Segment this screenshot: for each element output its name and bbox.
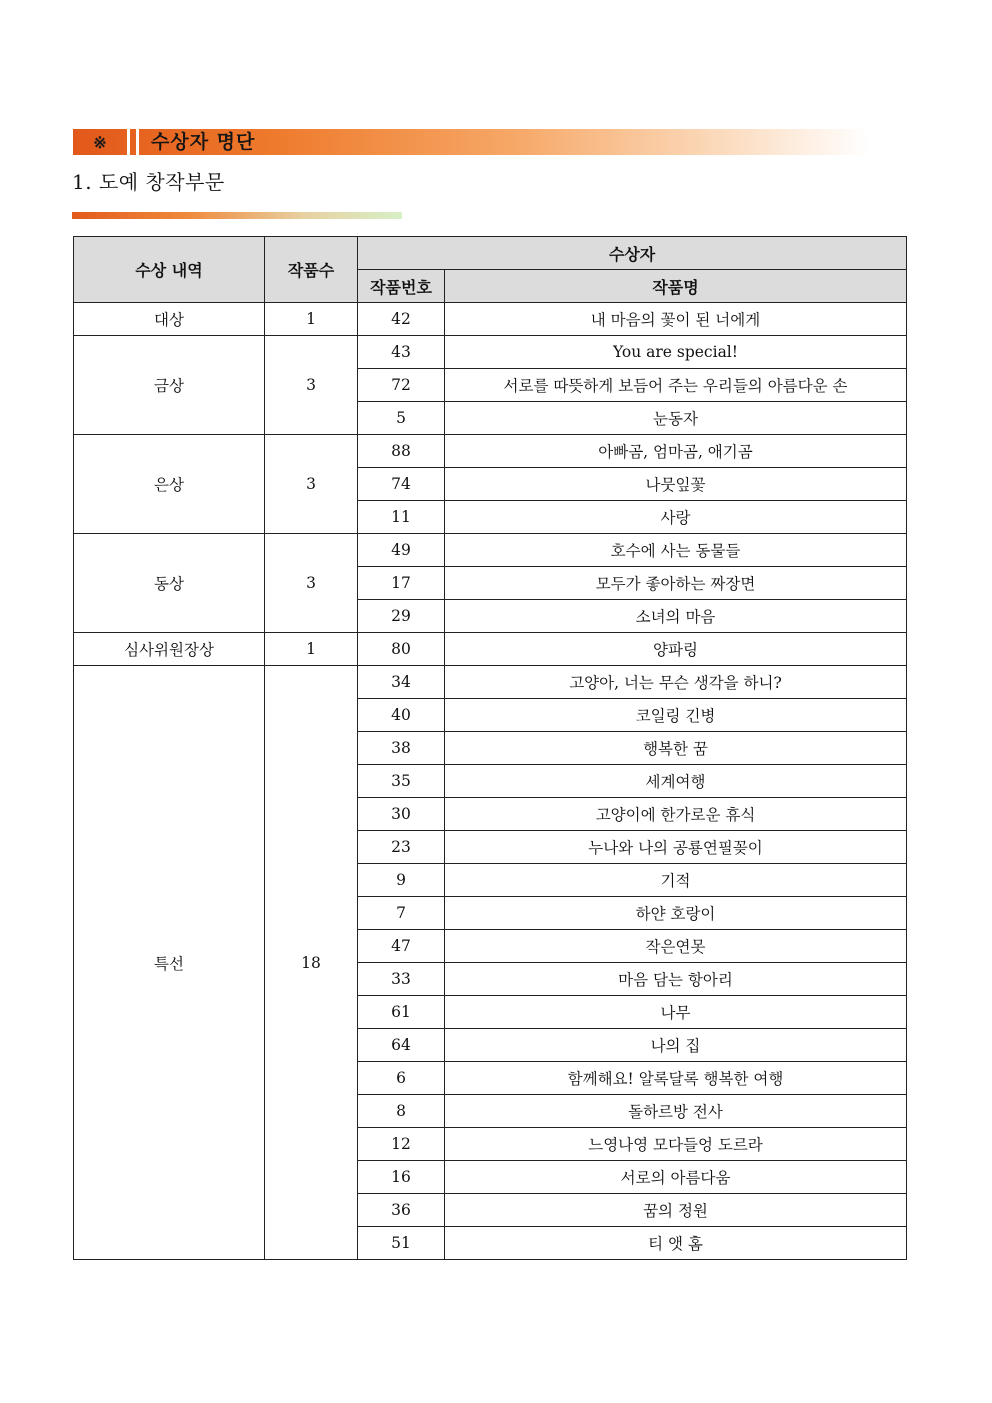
work-title-cell: 기적 <box>445 864 907 897</box>
award-category-cell: 은상 <box>74 435 265 534</box>
table-row <box>74 435 907 468</box>
work-title-cell: 돌하르방 전사 <box>445 1095 907 1128</box>
work-number-cell: 74 <box>358 468 445 501</box>
work-number-cell: 80 <box>358 633 445 666</box>
work-number-cell: 33 <box>358 963 445 996</box>
work-count-cell: 3 <box>265 435 358 534</box>
work-number-cell: 51 <box>358 1227 445 1260</box>
work-title-cell: 고양이에 한가로운 휴식 <box>445 798 907 831</box>
work-number-cell: 5 <box>358 402 445 435</box>
work-title-cell: 티 앳 홈 <box>445 1227 907 1260</box>
work-title-cell: 서로를 따뜻하게 보듬어 주는 우리들의 아름다운 손 <box>445 369 907 402</box>
work-count-cell: 3 <box>265 336 358 435</box>
work-title-cell: 호수에 사는 동물들 <box>445 534 907 567</box>
award-category-cell: 대상 <box>74 303 265 336</box>
work-title-cell: You are special! <box>445 336 907 369</box>
header-winners: 수상자 <box>358 237 907 270</box>
table-row <box>74 534 907 567</box>
table-row <box>74 666 907 699</box>
work-number-cell: 11 <box>358 501 445 534</box>
section-banner <box>73 129 870 155</box>
header-category: 수상 내역 <box>74 237 265 303</box>
work-number-cell: 9 <box>358 864 445 897</box>
work-title-cell: 나무 <box>445 996 907 1029</box>
work-title-cell: 꿈의 정원 <box>445 1194 907 1227</box>
work-title-cell: 행복한 꿈 <box>445 732 907 765</box>
work-number-cell: 43 <box>358 336 445 369</box>
work-number-cell: 29 <box>358 600 445 633</box>
work-count-cell: 3 <box>265 534 358 633</box>
work-title-cell: 양파링 <box>445 633 907 666</box>
work-number-cell: 12 <box>358 1128 445 1161</box>
work-number-cell: 17 <box>358 567 445 600</box>
work-number-cell: 34 <box>358 666 445 699</box>
work-number-cell: 88 <box>358 435 445 468</box>
banner-title: 수상자 명단 <box>151 131 256 153</box>
header-work-title: 작품명 <box>445 270 907 303</box>
work-number-cell: 64 <box>358 1029 445 1062</box>
work-number-cell: 42 <box>358 303 445 336</box>
work-number-cell: 61 <box>358 996 445 1029</box>
work-title-cell: 고양아, 너는 무슨 생각을 하니? <box>445 666 907 699</box>
work-title-cell: 아빠곰, 엄마곰, 애기곰 <box>445 435 907 468</box>
work-title-cell: 세계여행 <box>445 765 907 798</box>
table-row <box>74 336 907 369</box>
work-number-cell: 30 <box>358 798 445 831</box>
work-number-cell: 23 <box>358 831 445 864</box>
award-category-cell: 심사위원장상 <box>74 633 265 666</box>
work-title-cell: 느영나영 모다들엉 도르라 <box>445 1128 907 1161</box>
table-body <box>74 303 907 1260</box>
work-title-cell: 하얀 호랑이 <box>445 897 907 930</box>
award-category-cell: 금상 <box>74 336 265 435</box>
work-title-cell: 함께해요! 알록달록 행복한 여행 <box>445 1062 907 1095</box>
work-number-cell: 7 <box>358 897 445 930</box>
work-title-cell: 코일링 긴병 <box>445 699 907 732</box>
awards-table <box>73 236 907 1260</box>
work-number-cell: 38 <box>358 732 445 765</box>
work-number-cell: 36 <box>358 1194 445 1227</box>
section-heading: 1. 도예 창작부문 <box>72 170 225 194</box>
header-count: 작품수 <box>265 237 358 303</box>
work-number-cell: 72 <box>358 369 445 402</box>
work-title-cell: 소녀의 마음 <box>445 600 907 633</box>
work-title-cell: 작은연못 <box>445 930 907 963</box>
work-title-cell: 내 마음의 꽃이 된 너에게 <box>445 303 907 336</box>
work-count-cell: 1 <box>265 303 358 336</box>
work-title-cell: 모두가 좋아하는 짜장면 <box>445 567 907 600</box>
table-row <box>74 633 907 666</box>
award-category-cell: 특선 <box>74 666 265 1260</box>
award-category-cell: 동상 <box>74 534 265 633</box>
table-row <box>74 303 907 336</box>
work-number-cell: 6 <box>358 1062 445 1095</box>
work-count-cell: 1 <box>265 633 358 666</box>
work-number-cell: 47 <box>358 930 445 963</box>
work-count-cell: 18 <box>265 666 358 1260</box>
table-header <box>74 237 907 303</box>
work-title-cell: 누나와 나의 공룡연필꽂이 <box>445 831 907 864</box>
banner-divider <box>136 129 139 155</box>
work-number-cell: 40 <box>358 699 445 732</box>
header-work-number: 작품번호 <box>358 270 445 303</box>
work-number-cell: 8 <box>358 1095 445 1128</box>
work-title-cell: 서로의 아름다움 <box>445 1161 907 1194</box>
work-title-cell: 눈동자 <box>445 402 907 435</box>
banner-divider <box>127 129 130 155</box>
work-number-cell: 49 <box>358 534 445 567</box>
work-number-cell: 35 <box>358 765 445 798</box>
work-number-cell: 16 <box>358 1161 445 1194</box>
work-title-cell: 사랑 <box>445 501 907 534</box>
reference-mark-icon: ※ <box>93 132 107 152</box>
heading-underline-bar <box>72 212 402 219</box>
work-title-cell: 나의 집 <box>445 1029 907 1062</box>
work-title-cell: 나뭇잎꽃 <box>445 468 907 501</box>
work-title-cell: 마음 담는 항아리 <box>445 963 907 996</box>
